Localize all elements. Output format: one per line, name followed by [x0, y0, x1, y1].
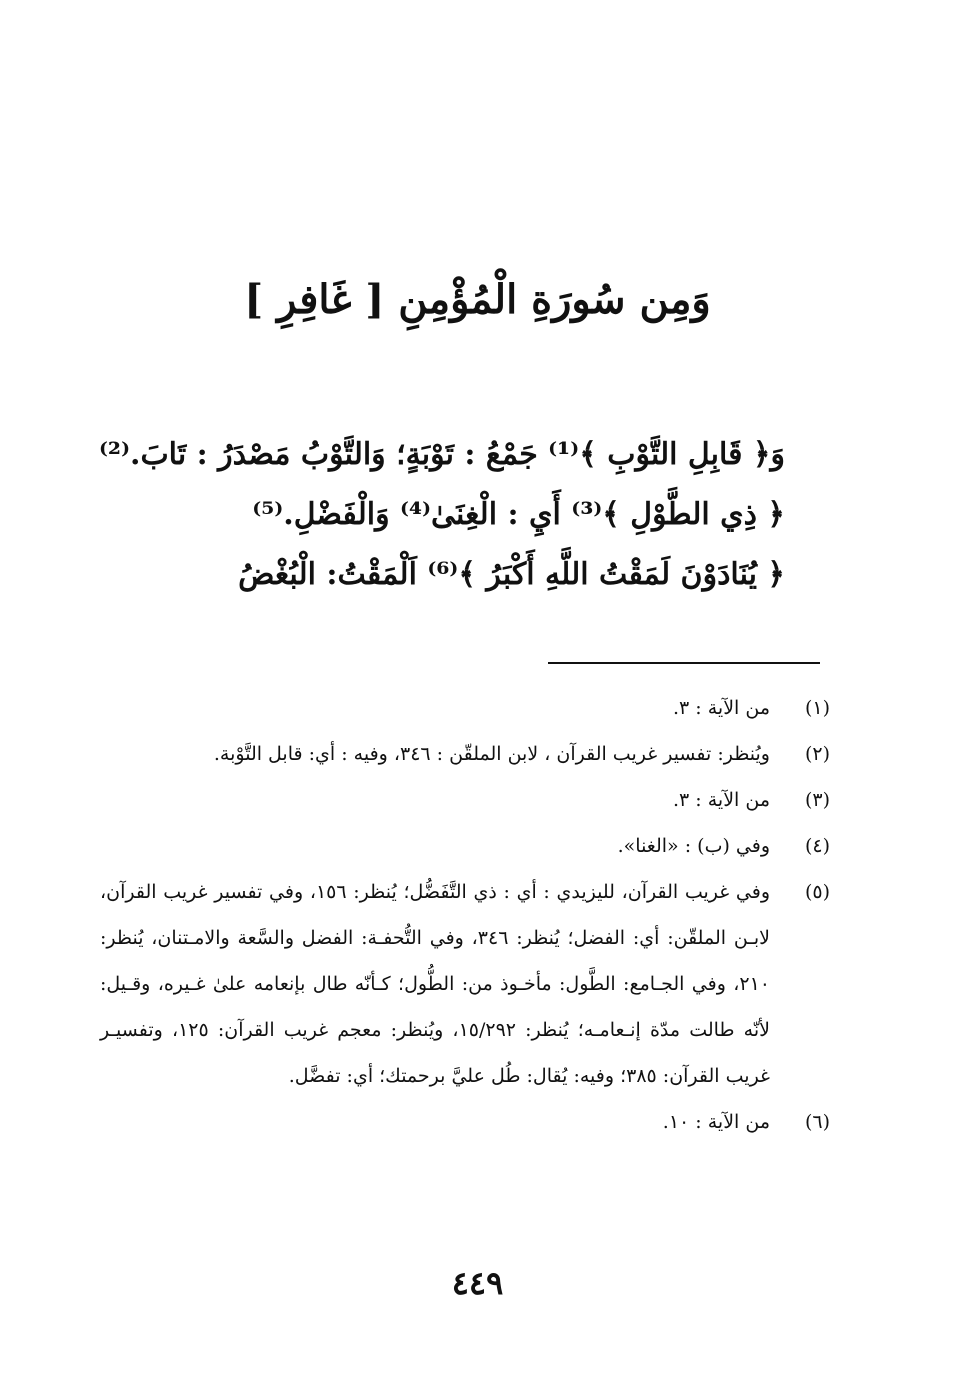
- footnotes: [100, 685, 830, 1145]
- footnote: [100, 1099, 830, 1145]
- footnote-number: (٦): [804, 1111, 830, 1133]
- footnote-number: (١): [804, 697, 830, 719]
- footnote-text: من الآية : ١٠.: [662, 1111, 770, 1133]
- commentary-line: ﴿ يُنَادَوْنَ لَمَقْتُ اللَّهِ أَكْبَرُ ﴾⁽⁶⁾ اَلْمَقْتُ: الْبُغْضُ: [238, 557, 785, 592]
- footnote-number: (٥): [804, 881, 830, 903]
- footnote: [100, 685, 830, 731]
- footnote-number: (٣): [804, 789, 830, 811]
- commentary-line: ﴿ ذِي الطَّوْلِ ﴾⁽³⁾ أَيِ : الْغِنَىٰ⁽⁴⁾ وَالْفَضْلِ.⁽⁵⁾: [252, 497, 785, 532]
- footnote: [100, 869, 830, 1099]
- footnote-number: (٤): [804, 835, 830, 857]
- footnote-text: من الآية : ٣.: [672, 789, 770, 811]
- footnote: [100, 777, 830, 823]
- footnote-text: وفي غريب القرآن، لليزيدي : أي : ذي التَّفَضُّل؛ يُنظر: ١٥٦، وفي تفسير غريب القرآن، لابـن الملقّن: أي: الفضل؛ يُنظر: ٣٤٦، وفي التُّحفـة: الفضل والسَّعة والامـتنان، يُنظر: ٢١٠، وفي الجـامع: الطَّول: مأخـوذ من: الطُّول؛ كـأنّه طال بإنعامه علىٰ غـيره، وقـيل: لأنّه طالت مدّة إنـعامـه؛ يُنظر: ١٥/٢٩٢، ويُنظر: معجم غريب القرآن: ١٢٥، وتفسيـر غريب القرآن: ٣٨٥؛ وفيه: يُقال: طُل عليَّ برحمتك؛ أي: تفضَّل.: [100, 881, 771, 1087]
- surah-title: وَمِن سُورَةِ الْمُؤْمِنِ [ غَافِرِ ]: [244, 276, 711, 323]
- footnote: [100, 731, 830, 777]
- footnote-text: وفي (ب) : «الغنا».: [617, 835, 770, 857]
- commentary-line: وَ﴿ قَابِلِ التَّوْبِ ﴾⁽¹⁾ جَمْعُ : تَوْبَةٍ؛ وَالتَّوْبُ مَصْدَرُ : تَابَ.⁽²⁾: [98, 437, 785, 472]
- footnote-text: من الآية : ٣.: [672, 697, 770, 719]
- footnote-separator: [548, 662, 820, 664]
- footnote-text: ويُنظر: تفسير غريب القرآن ، لابن الملقّن : ٣٤٦، وفيه : أي: قابل التَّوْبة.: [213, 743, 770, 765]
- page-number: ٤٤٩: [451, 1264, 504, 1302]
- commentary-body: [98, 425, 785, 605]
- footnote-number: (٢): [804, 743, 830, 765]
- footnote: [100, 823, 830, 869]
